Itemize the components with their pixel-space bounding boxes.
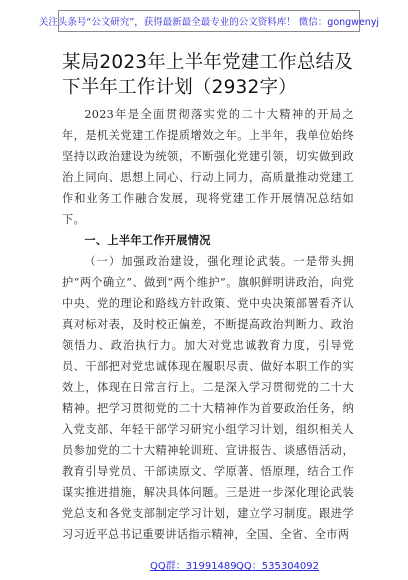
body-paragraph: （一）加强政治建设，强化理论武装。一是带头拥护“两个确立”、做到“两个维护”。旗帜鲜明讲政治，向党中央、党的理论和路线方针政策、党中央决策部署看齐认真对标对表，及时校正偏差，不断提高政治判断力、政治领悟力、政治执行力。加大对党忠诚教育力度，引导党员、干部把对党忠诚体现在履职尽责、做好本职工作的实效上，体现在日常言行上。二是深入学习贯彻党的二十大精神。把学习贯彻党的二十大精神作为首要政治任务，纳入党支部、年轻干部学习研究小组学习计划，组织相关人员参加党的二十大精神轮训班、宣讲报告、谈感悟活动，教育引导党员、干部读原文、学原著、悟原理，结合工作谋实推进措施，解决具体问题。三是进一步深化理论武装党总支和各党支部制定学习计划，建立学习制度。跟进学习习近平总书记重要讲话指示精神，全国、全省、全市两 [62, 255, 354, 541]
intro-paragraph: 2023年是全面贯彻落实党的二十大精神的开局之年，是机关党建工作提质增效之年。上半年，我单位始终坚持以政治建设为统领，不断强化党建引领，切实做到政治上同向、思想上同心、行动上同力，高质量推动党建工作和业务工作融合发展，现将党建工作开展情况总结如下。 [62, 108, 354, 226]
header-banner: 关注头条号“公文研究”，获得最新最全最专业的公文资料库！ 微信：gongwenyj [58, 10, 360, 32]
document-body [62, 104, 354, 545]
footer-qq-contact[interactable]: QQ：535304092 [236, 561, 320, 572]
document-title: 某局2023年上半年党建工作总结及下半年工作计划（2932字） [62, 52, 353, 98]
footer-qq-group[interactable]: QQ群：31991489 [150, 561, 237, 572]
section-heading: 一、上半年工作开展情况 [84, 234, 211, 247]
